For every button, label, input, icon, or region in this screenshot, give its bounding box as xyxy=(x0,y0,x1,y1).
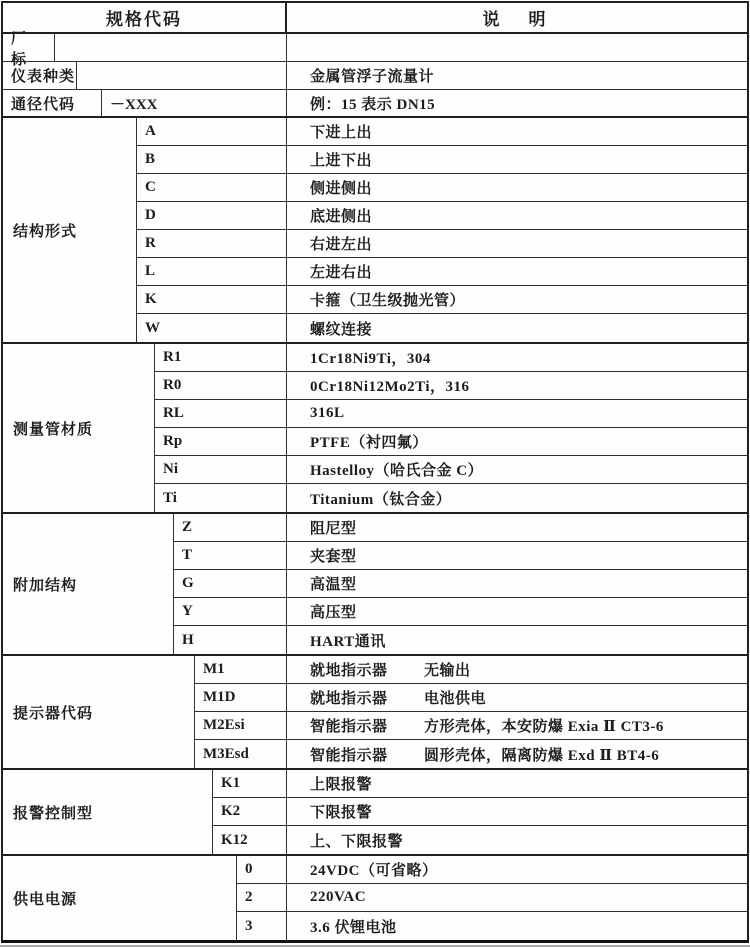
code-cell: G xyxy=(174,570,287,597)
table-row xyxy=(237,856,747,884)
table-row xyxy=(155,344,747,372)
code-cell: Ti xyxy=(155,484,287,512)
code-cell: K xyxy=(137,286,287,313)
section-indicator-code xyxy=(3,656,747,770)
table-row xyxy=(213,826,747,854)
description-header: 说 明 xyxy=(482,10,552,29)
table-row xyxy=(137,146,747,174)
desc-part2: 无输出 xyxy=(424,663,471,679)
table-row xyxy=(3,90,747,118)
desc-cell: 金属管浮子流量计 xyxy=(310,69,435,85)
code-cell: T xyxy=(174,542,287,569)
table-row xyxy=(195,712,747,740)
desc-cell: 316L xyxy=(310,405,345,421)
section-power-supply xyxy=(3,856,747,940)
code-cell: M2Esi xyxy=(195,712,287,739)
desc-cell xyxy=(287,740,747,768)
code-cell: 2 xyxy=(237,884,287,911)
desc-cell: 螺纹连接 xyxy=(310,321,373,338)
table-row xyxy=(137,202,747,230)
desc-cell: 1Cr18Ni9Ti，304 xyxy=(310,351,431,367)
section-label: 附加结构 xyxy=(3,514,174,654)
table-row xyxy=(155,484,747,512)
table-row xyxy=(155,400,747,428)
table-row xyxy=(213,798,747,826)
code-cell: W xyxy=(137,314,287,342)
desc-cell: 下限报警 xyxy=(310,805,373,821)
code-cell: H xyxy=(174,626,287,654)
code-cell xyxy=(55,34,287,61)
code-cell: 3 xyxy=(237,912,287,940)
section-rows xyxy=(137,118,747,342)
table-row xyxy=(137,314,747,342)
code-cell: －XXX xyxy=(102,90,287,116)
code-cell: K1 xyxy=(213,770,287,797)
code-cell: R0 xyxy=(155,372,287,399)
desc-cell: 侧进侧出 xyxy=(310,181,373,197)
section-label: 测量管材质 xyxy=(3,344,155,512)
desc-cell xyxy=(287,712,747,739)
table-row xyxy=(137,258,747,286)
section-label: 供电电源 xyxy=(3,856,237,940)
table-row xyxy=(137,174,747,202)
desc-cell xyxy=(287,656,747,683)
section-additional-structure xyxy=(3,514,747,656)
desc-cell: 夹套型 xyxy=(310,549,357,565)
code-cell: Y xyxy=(174,598,287,625)
table-row xyxy=(3,62,747,90)
section-rows xyxy=(237,856,747,940)
desc-cell: HART通讯 xyxy=(310,633,386,650)
desc-cell: 右进左出 xyxy=(310,237,373,253)
table-row xyxy=(174,598,747,626)
table-row xyxy=(137,118,747,146)
table-header-row xyxy=(3,3,747,34)
desc-cell: 上、下限报警 xyxy=(310,833,404,850)
table-row xyxy=(137,286,747,314)
table-row xyxy=(137,230,747,258)
code-cell: D xyxy=(137,202,287,229)
desc-cell: 上限报警 xyxy=(310,777,373,793)
row-label-factory-mark: 厂 标 xyxy=(3,34,55,61)
row-label-instrument-type: 仪表种类 xyxy=(3,62,77,89)
desc-cell: 220VAC xyxy=(310,889,367,905)
section-label: 结构形式 xyxy=(3,118,137,342)
table-row xyxy=(195,684,747,712)
table-row xyxy=(155,456,747,484)
table-row xyxy=(174,542,747,570)
table-row xyxy=(174,626,747,654)
table-row xyxy=(213,770,747,798)
code-cell xyxy=(77,62,287,89)
code-cell: A xyxy=(137,118,287,145)
table-row xyxy=(237,884,747,912)
desc-cell: 阻尼型 xyxy=(310,521,357,537)
row-label-diameter-code: 通径代码 xyxy=(3,90,102,116)
desc-cell xyxy=(287,684,747,711)
section-rows xyxy=(174,514,747,654)
section-tube-material xyxy=(3,344,747,514)
desc-cell: 下进上出 xyxy=(310,125,373,141)
desc-part1: 就地指示器 xyxy=(310,663,388,679)
desc-cell: 底进侧出 xyxy=(310,209,373,225)
section-structure-form xyxy=(3,118,747,344)
code-cell: L xyxy=(137,258,287,285)
desc-part2: 电池供电 xyxy=(424,691,487,707)
code-cell: M1D xyxy=(195,684,287,711)
code-cell: K2 xyxy=(213,798,287,825)
table-row xyxy=(3,30,747,68)
section-label: 报警控制型 xyxy=(3,770,213,854)
table-row xyxy=(195,740,747,768)
desc-cell: 上进下出 xyxy=(310,153,373,169)
desc-cell: 例：15 表示 DN15 xyxy=(310,96,436,113)
code-cell: M3Esd xyxy=(195,740,287,768)
code-cell: R1 xyxy=(155,344,287,371)
code-cell: Rp xyxy=(155,428,287,455)
spec-code-table xyxy=(1,1,749,943)
section-rows xyxy=(195,656,747,768)
section-rows xyxy=(155,344,747,512)
code-cell: R xyxy=(137,230,287,257)
desc-cell: 24VDC（可省略） xyxy=(310,863,438,879)
code-cell: 0 xyxy=(237,856,287,883)
desc-part2: 方形壳体，本安防爆 Exia Ⅱ CT3-6 xyxy=(424,719,664,735)
desc-cell xyxy=(287,34,747,61)
table-row xyxy=(195,656,747,684)
table-row xyxy=(174,514,747,542)
table-row xyxy=(174,570,747,598)
code-cell: Ni xyxy=(155,456,287,483)
desc-cell: PTFE（衬四氟） xyxy=(310,435,428,451)
desc-cell: 高温型 xyxy=(310,577,357,593)
code-cell: M1 xyxy=(195,656,287,683)
section-rows xyxy=(213,770,747,854)
code-cell: B xyxy=(137,146,287,173)
desc-cell: 0Cr18Ni12Mo2Ti，316 xyxy=(310,379,470,395)
spec-code-header: 规格代码 xyxy=(3,3,287,32)
table-row xyxy=(155,428,747,456)
desc-part1: 智能指示器 xyxy=(310,747,388,764)
section-label: 提示器代码 xyxy=(3,656,195,768)
code-cell: RL xyxy=(155,400,287,427)
code-cell: C xyxy=(137,174,287,201)
table-row xyxy=(155,372,747,400)
code-cell: Z xyxy=(174,514,287,541)
desc-cell: 卡箍（卫生级抛光管） xyxy=(310,293,466,309)
section-alarm-control xyxy=(3,770,747,856)
code-cell: K12 xyxy=(213,826,287,854)
desc-part1: 智能指示器 xyxy=(310,719,388,735)
desc-cell: 左进右出 xyxy=(310,265,373,281)
desc-cell: Titanium（钛合金） xyxy=(310,491,452,508)
desc-part1: 就地指示器 xyxy=(310,691,388,707)
desc-part2: 圆形壳体，隔离防爆 Exd Ⅱ BT4-6 xyxy=(424,747,660,764)
desc-cell: 高压型 xyxy=(310,605,357,621)
desc-cell: 3.6 伏锂电池 xyxy=(310,919,397,936)
desc-cell: Hastelloy（哈氏合金 C） xyxy=(310,463,484,479)
